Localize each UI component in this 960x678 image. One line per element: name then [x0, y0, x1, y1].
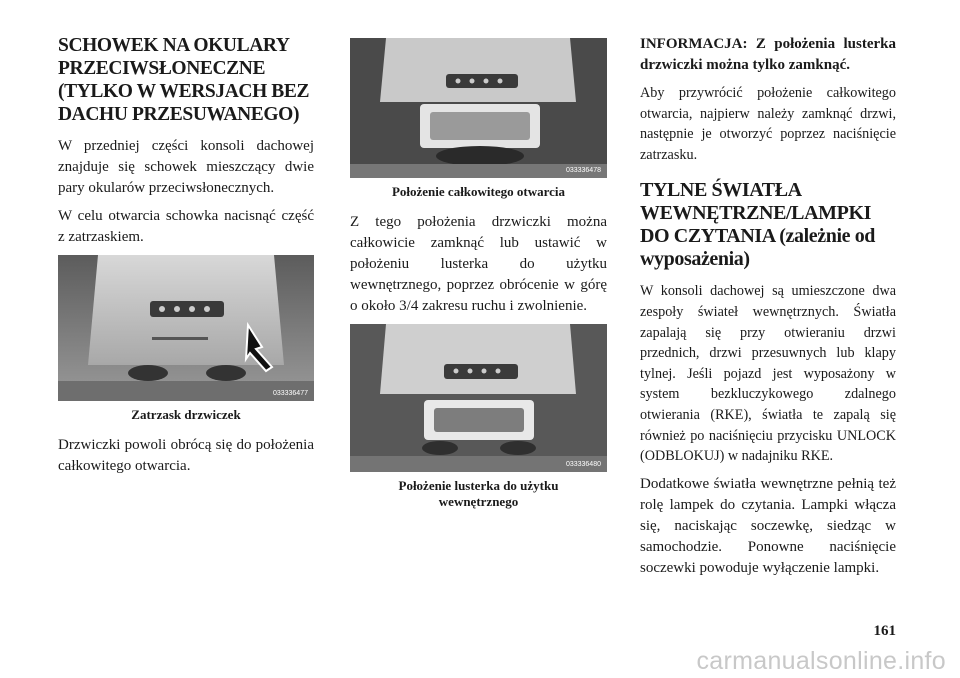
section-title-sunglasses-bin: SCHOWEK NA OKULARY PRZECIWSŁONECZNE (TYLKO W WERSJACH BEZ DACHU PRZESUWANEGO)	[58, 35, 310, 125]
paragraph-door-rotation: Drzwiczki powoli obrócą się do położenia całkowitego otwarcia.	[58, 437, 314, 474]
paragraph-reading-lamps: Dodatkowe światła wewnętrzne pełnią też rolę lampek do czytania. Lampki włącza się, naciskając soczewkę, siedząc w samochodzie. Ponowne naciśnięcie soczewki powoduje wyłączenie lampki.	[640, 475, 896, 576]
paragraph-bin-location: W przedniej części konsoli dachowej znajduje się schowek mieszczący dwie pary okularów przeciwsłonecznych.	[58, 138, 314, 196]
info-note: INFORMACJA: Z położenia lusterka drzwiczki można tylko zamknąć.	[640, 36, 896, 73]
column-left	[58, 34, 314, 484]
paragraph-open-instruction: W celu otwarcia schowka nacisnąć część z zatrzaskiem.	[58, 208, 314, 245]
figure-fully-open	[350, 38, 607, 178]
figure-code: 033336478	[565, 167, 601, 174]
figure-code: 033336477	[272, 390, 308, 397]
watermark: carmanualsonline.info	[696, 647, 946, 675]
figure-code: 033336480	[565, 461, 601, 468]
section-title-rear-lights: TYLNE ŚWIATŁA WEWNĘTRZNE/LAMPKI DO CZYTANIA (zależnie od wyposażenia)	[640, 179, 876, 271]
figure-caption: Zatrzask drzwiczek	[131, 407, 241, 422]
figure-door-latch	[58, 255, 314, 401]
page-number: 161	[873, 623, 896, 639]
paragraph-restore-open: Aby przywrócić położenie całkowitego otwarcia, najpierw należy zamknąć drzwi, następnie je otworzyć poprzez naciśnięcie zatrzasku.	[640, 85, 896, 163]
figure-caption: Położenie całkowitego otwarcia	[391, 184, 566, 199]
figure-mirror-position	[350, 324, 607, 472]
paragraph-interior-lights: W konsoli dachowej są umieszczone dwa zespoły świateł wewnętrznych. Światła zapalają się przy otwieraniu drzwi przednich, drzwi przesuwnych lub klapy tylnej. Jeśli pojazd jest wyposażony w system bezkluczykowego zdalnego otwierania (RKE), światła te zapalą się również po naciśnięciu przycisku UNLOCK (ODBLOKUJ) w nadajniku RKE.	[640, 283, 896, 465]
column-right	[640, 34, 896, 586]
paragraph-mirror-position: Z tego położenia drzwiczki można całkowicie zamknąć lub ustawić w położeniu lusterka do użytku wewnętrznego, poprzez obrócenie w górę o około 3/4 zakresu ruchu i zwolnienie.	[350, 214, 607, 314]
column-middle	[350, 38, 607, 522]
figure-caption: Położenie lusterka do użytku wewnętrznego	[398, 478, 559, 509]
